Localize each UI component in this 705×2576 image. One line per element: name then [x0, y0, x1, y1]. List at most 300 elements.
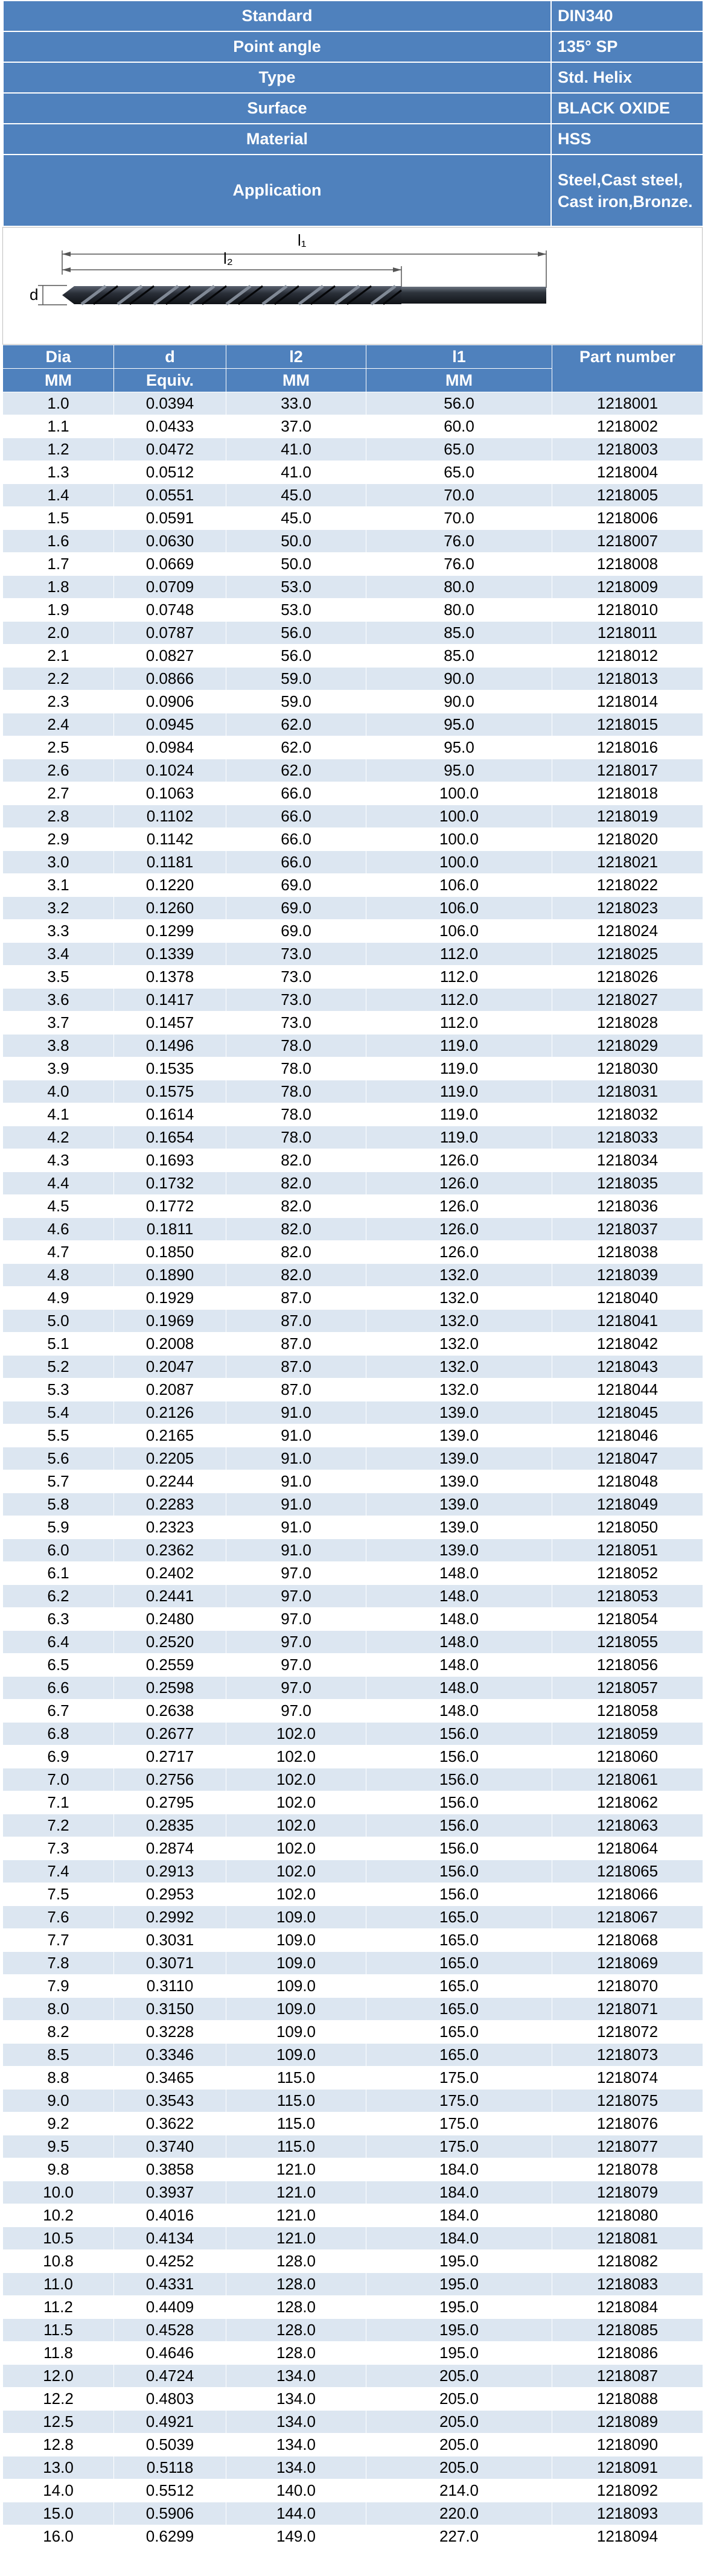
- cell-d-inch: 0.1890: [114, 1264, 226, 1287]
- cell-dia: 6.7: [3, 1700, 114, 1723]
- cell-d-inch: 0.1732: [114, 1172, 226, 1195]
- cell-l1: 132.0: [366, 1356, 552, 1379]
- cell-l1: 139.0: [366, 1470, 552, 1493]
- table-row: [3, 1356, 703, 1379]
- table-row: [3, 989, 703, 1012]
- cell-l2: 82.0: [226, 1172, 366, 1195]
- table-row: [3, 1333, 703, 1356]
- cell-l1: 175.0: [366, 2090, 552, 2112]
- table-row: [3, 1723, 703, 1745]
- spec-row: [3, 155, 703, 226]
- cell-l1: 165.0: [366, 1998, 552, 2021]
- cell-d-inch: 0.1102: [114, 805, 226, 828]
- table-row: [3, 1493, 703, 1516]
- unit-dia: MM: [3, 369, 114, 392]
- cell-l2: 91.0: [226, 1447, 366, 1470]
- cell-dia: 12.5: [3, 2411, 114, 2434]
- cell-dia: 6.3: [3, 1608, 114, 1631]
- cell-part-number: 1218022: [552, 874, 703, 897]
- header-l2: l2: [226, 345, 366, 369]
- unit-l2: MM: [226, 369, 366, 392]
- table-row: [3, 943, 703, 966]
- cell-l1: 132.0: [366, 1379, 552, 1401]
- table-row: [3, 2273, 703, 2296]
- cell-l1: 70.0: [366, 484, 552, 507]
- cell-l1: 112.0: [366, 943, 552, 966]
- cell-l1: 195.0: [366, 2273, 552, 2296]
- cell-l2: 73.0: [226, 966, 366, 989]
- cell-d-inch: 0.2992: [114, 1906, 226, 1929]
- cell-l1: 106.0: [366, 920, 552, 943]
- cell-l2: 56.0: [226, 645, 366, 668]
- cell-l1: 148.0: [366, 1585, 552, 1608]
- cell-l2: 33.0: [226, 392, 366, 415]
- cell-dia: 6.1: [3, 1562, 114, 1585]
- cell-dia: 2.5: [3, 736, 114, 759]
- cell-dia: 5.7: [3, 1470, 114, 1493]
- cell-dia: 5.5: [3, 1424, 114, 1447]
- cell-d-inch: 0.1220: [114, 874, 226, 897]
- spec-label: Surface: [3, 93, 551, 124]
- cell-d-inch: 0.5039: [114, 2434, 226, 2456]
- spec-value: HSS: [551, 124, 703, 155]
- cell-part-number: 1218014: [552, 690, 703, 713]
- cell-d-inch: 0.1024: [114, 759, 226, 782]
- cell-dia: 2.6: [3, 759, 114, 782]
- cell-d-inch: 0.2677: [114, 1723, 226, 1745]
- cell-part-number: 1218019: [552, 805, 703, 828]
- cell-d-inch: 0.2283: [114, 1493, 226, 1516]
- cell-l2: 66.0: [226, 805, 366, 828]
- table-row: [3, 1195, 703, 1218]
- spec-table: [2, 0, 704, 227]
- table-row: [3, 2158, 703, 2181]
- cell-part-number: 1218054: [552, 1608, 703, 1631]
- cell-d-inch: 0.1575: [114, 1080, 226, 1103]
- cell-d-inch: 0.2953: [114, 1883, 226, 1906]
- cell-part-number: 1218015: [552, 713, 703, 736]
- cell-l2: 82.0: [226, 1195, 366, 1218]
- cell-part-number: 1218001: [552, 392, 703, 415]
- table-row: [3, 805, 703, 828]
- cell-d-inch: 0.0827: [114, 645, 226, 668]
- cell-d-inch: 0.1063: [114, 782, 226, 805]
- cell-l2: 69.0: [226, 874, 366, 897]
- cell-dia: 2.1: [3, 645, 114, 668]
- table-row: [3, 1241, 703, 1264]
- cell-part-number: 1218056: [552, 1654, 703, 1677]
- cell-dia: 12.0: [3, 2365, 114, 2388]
- cell-dia: 1.0: [3, 392, 114, 415]
- cell-l1: 165.0: [366, 1906, 552, 1929]
- cell-l2: 109.0: [226, 2044, 366, 2067]
- cell-l1: 80.0: [366, 576, 552, 599]
- cell-l1: 126.0: [366, 1218, 552, 1241]
- cell-part-number: 1218052: [552, 1562, 703, 1585]
- cell-dia: 12.2: [3, 2388, 114, 2411]
- cell-l1: 100.0: [366, 851, 552, 874]
- cell-dia: 3.2: [3, 897, 114, 920]
- cell-part-number: 1218032: [552, 1103, 703, 1126]
- table-row: [3, 1837, 703, 1860]
- cell-part-number: 1218066: [552, 1883, 703, 1906]
- cell-l2: 73.0: [226, 943, 366, 966]
- cell-dia: 2.2: [3, 668, 114, 690]
- cell-dia: 3.0: [3, 851, 114, 874]
- cell-d-inch: 0.3071: [114, 1952, 226, 1975]
- cell-part-number: 1218029: [552, 1035, 703, 1057]
- cell-dia: 7.0: [3, 1768, 114, 1791]
- cell-dia: 10.0: [3, 2181, 114, 2204]
- total-length-label: l₁: [298, 231, 307, 249]
- cell-dia: 11.5: [3, 2319, 114, 2342]
- cell-dia: 9.2: [3, 2112, 114, 2135]
- cell-part-number: 1218094: [552, 2525, 703, 2548]
- cell-d-inch: 0.4724: [114, 2365, 226, 2388]
- cell-part-number: 1218069: [552, 1952, 703, 1975]
- cell-l2: 91.0: [226, 1470, 366, 1493]
- cell-dia: 6.2: [3, 1585, 114, 1608]
- cell-l1: 76.0: [366, 530, 552, 553]
- table-row: [3, 713, 703, 736]
- cell-d-inch: 0.0709: [114, 576, 226, 599]
- table-row: [3, 2067, 703, 2090]
- cell-part-number: 1218006: [552, 507, 703, 530]
- table-row: [3, 1791, 703, 1814]
- cell-l2: 109.0: [226, 2021, 366, 2044]
- cell-d-inch: 0.2323: [114, 1516, 226, 1539]
- cell-dia: 8.0: [3, 1998, 114, 2021]
- cell-l2: 82.0: [226, 1218, 366, 1241]
- cell-dia: 10.2: [3, 2204, 114, 2227]
- cell-dia: 1.5: [3, 507, 114, 530]
- table-row: [3, 484, 703, 507]
- cell-l2: 128.0: [226, 2342, 366, 2365]
- cell-dia: 5.0: [3, 1310, 114, 1333]
- cell-dia: 8.8: [3, 2067, 114, 2090]
- cell-l2: 73.0: [226, 989, 366, 1012]
- cell-l1: 175.0: [366, 2067, 552, 2090]
- cell-l2: 91.0: [226, 1424, 366, 1447]
- cell-dia: 1.2: [3, 438, 114, 461]
- cell-dia: 7.6: [3, 1906, 114, 1929]
- cell-part-number: 1218028: [552, 1012, 703, 1035]
- cell-l1: 106.0: [366, 897, 552, 920]
- table-row: [3, 1998, 703, 2021]
- table-row: [3, 438, 703, 461]
- cell-part-number: 1218088: [552, 2388, 703, 2411]
- table-row: [3, 2411, 703, 2434]
- cell-part-number: 1218048: [552, 1470, 703, 1493]
- cell-d-inch: 0.2874: [114, 1837, 226, 1860]
- cell-l2: 102.0: [226, 1860, 366, 1883]
- cell-l2: 50.0: [226, 553, 366, 576]
- table-row: [3, 1608, 703, 1631]
- cell-d-inch: 0.5906: [114, 2502, 226, 2525]
- cell-dia: 6.5: [3, 1654, 114, 1677]
- spec-row: [3, 1, 703, 31]
- table-row: [3, 668, 703, 690]
- cell-d-inch: 0.2087: [114, 1379, 226, 1401]
- cell-d-inch: 0.2047: [114, 1356, 226, 1379]
- cell-l2: 115.0: [226, 2090, 366, 2112]
- drill-bit-illustration: [3, 228, 702, 344]
- table-row: [3, 622, 703, 645]
- table-row: [3, 782, 703, 805]
- cell-part-number: 1218021: [552, 851, 703, 874]
- cell-dia: 1.1: [3, 415, 114, 438]
- cell-d-inch: 0.2835: [114, 1814, 226, 1837]
- cell-part-number: 1218073: [552, 2044, 703, 2067]
- table-row: [3, 690, 703, 713]
- cell-dia: 4.3: [3, 1149, 114, 1172]
- table-row: [3, 392, 703, 415]
- table-row: [3, 576, 703, 599]
- table-row: [3, 851, 703, 874]
- cell-part-number: 1218045: [552, 1401, 703, 1424]
- cell-dia: 7.2: [3, 1814, 114, 1837]
- cell-part-number: 1218067: [552, 1906, 703, 1929]
- cell-part-number: 1218080: [552, 2204, 703, 2227]
- cell-part-number: 1218074: [552, 2067, 703, 2090]
- flute-length-label: l₂: [223, 249, 233, 267]
- cell-dia: 5.6: [3, 1447, 114, 1470]
- cell-l2: 102.0: [226, 1745, 366, 1768]
- cell-l2: 102.0: [226, 1837, 366, 1860]
- cell-l2: 97.0: [226, 1677, 366, 1700]
- cell-part-number: 1218084: [552, 2296, 703, 2319]
- cell-l2: 97.0: [226, 1608, 366, 1631]
- cell-dia: 5.4: [3, 1401, 114, 1424]
- cell-l1: 184.0: [366, 2204, 552, 2227]
- spec-value: BLACK OXIDE: [551, 93, 703, 124]
- cell-part-number: 1218047: [552, 1447, 703, 1470]
- cell-part-number: 1218007: [552, 530, 703, 553]
- table-row: [3, 1860, 703, 1883]
- cell-l2: 109.0: [226, 1998, 366, 2021]
- cell-l1: 132.0: [366, 1264, 552, 1287]
- table-row: [3, 2250, 703, 2273]
- cell-l1: 175.0: [366, 2112, 552, 2135]
- cell-l2: 134.0: [226, 2388, 366, 2411]
- cell-l2: 59.0: [226, 668, 366, 690]
- cell-l1: 184.0: [366, 2181, 552, 2204]
- cell-part-number: 1218060: [552, 1745, 703, 1768]
- drill-size-table: [2, 345, 703, 2548]
- cell-dia: 7.1: [3, 1791, 114, 1814]
- spec-value: DIN340: [551, 1, 703, 31]
- cell-dia: 2.0: [3, 622, 114, 645]
- cell-l1: 132.0: [366, 1333, 552, 1356]
- cell-dia: 10.8: [3, 2250, 114, 2273]
- cell-l1: 60.0: [366, 415, 552, 438]
- cell-dia: 7.7: [3, 1929, 114, 1952]
- cell-l2: 87.0: [226, 1310, 366, 1333]
- cell-d-inch: 0.2598: [114, 1677, 226, 1700]
- cell-l1: 139.0: [366, 1516, 552, 1539]
- spec-row: [3, 31, 703, 62]
- cell-part-number: 1218055: [552, 1631, 703, 1654]
- cell-d-inch: 0.4528: [114, 2319, 226, 2342]
- table-row: [3, 1287, 703, 1310]
- cell-l2: 109.0: [226, 1952, 366, 1975]
- table-row: [3, 1218, 703, 1241]
- cell-dia: 1.7: [3, 553, 114, 576]
- table-row: [3, 1768, 703, 1791]
- cell-l1: 156.0: [366, 1883, 552, 1906]
- cell-l1: 119.0: [366, 1103, 552, 1126]
- table-row: [3, 1470, 703, 1493]
- table-row: [3, 2296, 703, 2319]
- cell-l2: 121.0: [226, 2181, 366, 2204]
- cell-dia: 4.8: [3, 1264, 114, 1287]
- cell-dia: 3.5: [3, 966, 114, 989]
- cell-l2: 115.0: [226, 2135, 366, 2158]
- cell-l1: 139.0: [366, 1447, 552, 1470]
- cell-l2: 134.0: [226, 2434, 366, 2456]
- unit-l1: MM: [366, 369, 552, 392]
- cell-part-number: 1218040: [552, 1287, 703, 1310]
- cell-dia: 5.1: [3, 1333, 114, 1356]
- cell-dia: 1.3: [3, 461, 114, 484]
- cell-dia: 16.0: [3, 2525, 114, 2548]
- table-row: [3, 828, 703, 851]
- cell-l1: 76.0: [366, 553, 552, 576]
- cell-part-number: 1218026: [552, 966, 703, 989]
- table-row: [3, 1264, 703, 1287]
- table-row: [3, 1379, 703, 1401]
- cell-dia: 11.8: [3, 2342, 114, 2365]
- cell-l1: 126.0: [366, 1149, 552, 1172]
- cell-part-number: 1218058: [552, 1700, 703, 1723]
- cell-l1: 156.0: [366, 1723, 552, 1745]
- cell-l1: 175.0: [366, 2135, 552, 2158]
- cell-l2: 134.0: [226, 2365, 366, 2388]
- cell-d-inch: 0.2520: [114, 1631, 226, 1654]
- table-row: [3, 966, 703, 989]
- cell-part-number: 1218057: [552, 1677, 703, 1700]
- cell-part-number: 1218079: [552, 2181, 703, 2204]
- cell-dia: 13.0: [3, 2456, 114, 2479]
- cell-l1: 148.0: [366, 1608, 552, 1631]
- cell-l2: 82.0: [226, 1149, 366, 1172]
- table-row: [3, 1035, 703, 1057]
- cell-dia: 3.3: [3, 920, 114, 943]
- cell-d-inch: 0.1929: [114, 1287, 226, 1310]
- cell-l2: 78.0: [226, 1035, 366, 1057]
- cell-dia: 10.5: [3, 2227, 114, 2250]
- cell-d-inch: 0.3937: [114, 2181, 226, 2204]
- spec-label: Material: [3, 124, 551, 155]
- cell-d-inch: 0.5118: [114, 2456, 226, 2479]
- cell-l2: 128.0: [226, 2250, 366, 2273]
- cell-l1: 205.0: [366, 2388, 552, 2411]
- cell-l1: 95.0: [366, 713, 552, 736]
- cell-d-inch: 0.4331: [114, 2273, 226, 2296]
- table-row: [3, 1103, 703, 1126]
- cell-part-number: 1218059: [552, 1723, 703, 1745]
- cell-l1: 214.0: [366, 2479, 552, 2502]
- table-row: [3, 2021, 703, 2044]
- cell-l2: 149.0: [226, 2525, 366, 2548]
- cell-d-inch: 0.2205: [114, 1447, 226, 1470]
- cell-part-number: 1218076: [552, 2112, 703, 2135]
- cell-part-number: 1218093: [552, 2502, 703, 2525]
- cell-d-inch: 0.5512: [114, 2479, 226, 2502]
- cell-part-number: 1218071: [552, 1998, 703, 2021]
- cell-part-number: 1218068: [552, 1929, 703, 1952]
- cell-l2: 102.0: [226, 1791, 366, 1814]
- cell-l1: 156.0: [366, 1791, 552, 1814]
- cell-part-number: 1218017: [552, 759, 703, 782]
- cell-d-inch: 0.4134: [114, 2227, 226, 2250]
- cell-l2: 91.0: [226, 1493, 366, 1516]
- cell-l1: 184.0: [366, 2227, 552, 2250]
- cell-l1: 148.0: [366, 1631, 552, 1654]
- spec-label: Type: [3, 62, 551, 93]
- cell-part-number: 1218002: [552, 415, 703, 438]
- cell-dia: 5.8: [3, 1493, 114, 1516]
- cell-dia: 1.6: [3, 530, 114, 553]
- cell-dia: 2.9: [3, 828, 114, 851]
- table-row: [3, 2135, 703, 2158]
- cell-part-number: 1218020: [552, 828, 703, 851]
- cell-l2: 128.0: [226, 2273, 366, 2296]
- cell-part-number: 1218091: [552, 2456, 703, 2479]
- cell-d-inch: 0.3150: [114, 1998, 226, 2021]
- cell-part-number: 1218030: [552, 1057, 703, 1080]
- cell-l1: 156.0: [366, 1768, 552, 1791]
- table-row: [3, 1814, 703, 1837]
- cell-part-number: 1218089: [552, 2411, 703, 2434]
- cell-l1: 106.0: [366, 874, 552, 897]
- cell-d-inch: 0.1850: [114, 1241, 226, 1264]
- cell-d-inch: 0.0945: [114, 713, 226, 736]
- cell-l2: 121.0: [226, 2158, 366, 2181]
- cell-part-number: 1218043: [552, 1356, 703, 1379]
- cell-d-inch: 0.2441: [114, 1585, 226, 1608]
- cell-d-inch: 0.3346: [114, 2044, 226, 2067]
- cell-dia: 11.0: [3, 2273, 114, 2296]
- table-row: [3, 920, 703, 943]
- cell-l1: 205.0: [366, 2411, 552, 2434]
- cell-d-inch: 0.2362: [114, 1539, 226, 1562]
- table-row: [3, 1057, 703, 1080]
- table-row: [3, 2181, 703, 2204]
- cell-dia: 4.5: [3, 1195, 114, 1218]
- cell-dia: 4.7: [3, 1241, 114, 1264]
- cell-l2: 121.0: [226, 2204, 366, 2227]
- cell-l2: 62.0: [226, 713, 366, 736]
- cell-dia: 2.8: [3, 805, 114, 828]
- cell-l1: 148.0: [366, 1700, 552, 1723]
- cell-l2: 62.0: [226, 736, 366, 759]
- cell-l1: 126.0: [366, 1172, 552, 1195]
- spec-value: Std. Helix: [551, 62, 703, 93]
- cell-d-inch: 0.1811: [114, 1218, 226, 1241]
- cell-part-number: 1218027: [552, 989, 703, 1012]
- cell-l1: 165.0: [366, 2021, 552, 2044]
- table-row: [3, 1539, 703, 1562]
- cell-l1: 195.0: [366, 2319, 552, 2342]
- cell-l1: 70.0: [366, 507, 552, 530]
- cell-dia: 9.5: [3, 2135, 114, 2158]
- cell-l1: 205.0: [366, 2434, 552, 2456]
- cell-part-number: 1218036: [552, 1195, 703, 1218]
- cell-l1: 205.0: [366, 2456, 552, 2479]
- cell-dia: 6.6: [3, 1677, 114, 1700]
- cell-part-number: 1218053: [552, 1585, 703, 1608]
